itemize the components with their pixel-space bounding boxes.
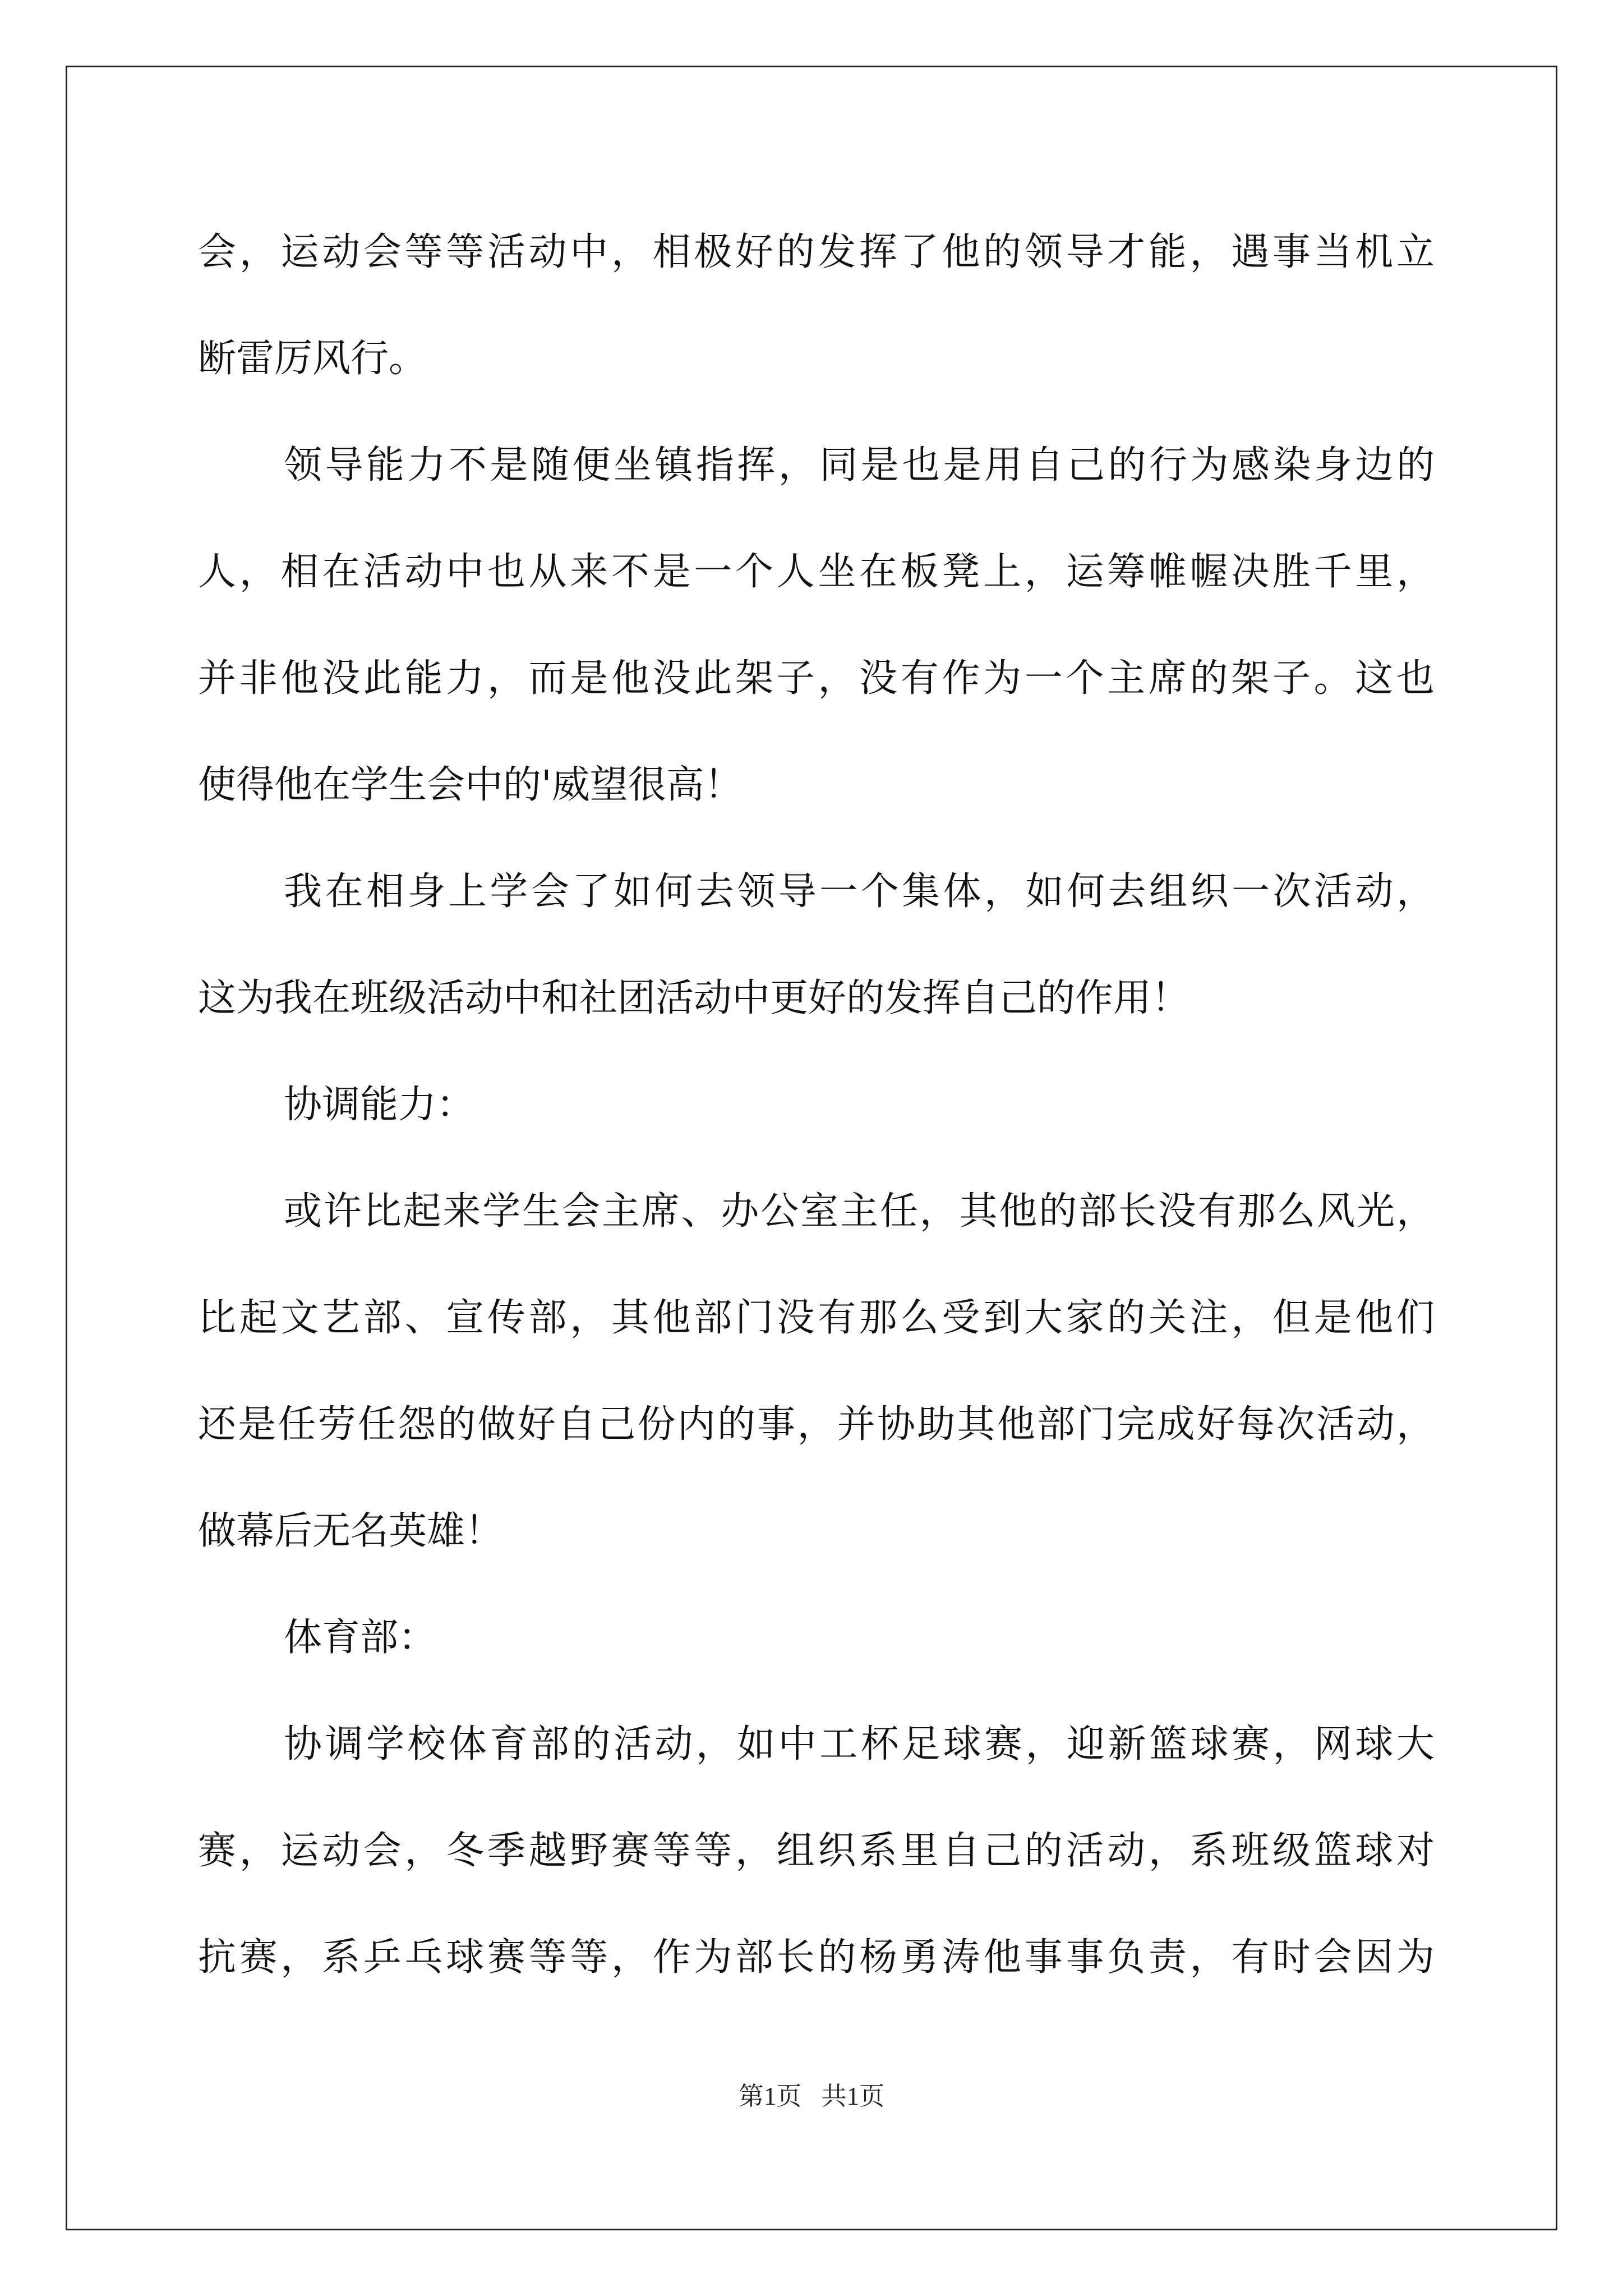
text-line: 比起文艺部、宣传部，其他部门没有那么受到大家的关注，但是他们 <box>198 1296 1435 1340</box>
document-body <box>198 218 1435 2030</box>
text-line: 人，相在活动中也从来不是一个人坐在板凳上，运筹帷幄决胜千里， <box>198 550 1435 594</box>
text-line: 做幕后无名英雄！ <box>198 1509 504 1553</box>
page-number: 第1页 <box>738 2082 802 2110</box>
page-total: 共1页 <box>821 2082 885 2110</box>
section-heading: 体育部： <box>284 1616 437 1660</box>
text-line: 这为我在班级活动中和社团活动中更好的发挥自己的作用！ <box>198 976 1190 1020</box>
paragraph-start-line: 或许比起来学生会主席、办公室主任，其他的部长没有那么风光， <box>284 1189 1435 1234</box>
text-line: 断雷厉风行。 <box>198 337 427 381</box>
paragraph-start-line: 我在相身上学会了如何去领导一个集体，如何去组织一次活动， <box>284 869 1435 914</box>
paragraph-start-line: 领导能力不是随便坐镇指挥，同是也是用自己的行为感染身边的 <box>284 443 1435 487</box>
page-footer <box>0 2076 1623 2112</box>
text-line: 还是任劳任怨的做好自己份内的事，并协助其他部门完成好每次活动， <box>198 1402 1435 1447</box>
text-line: 使得他在学生会中的'威望很高！ <box>198 763 743 807</box>
section-heading: 协调能力： <box>284 1083 475 1127</box>
text-line: 抗赛，系乒乓球赛等等，作为部长的杨勇涛他事事负责，有时会因为 <box>198 1935 1435 1980</box>
text-line: 赛，运动会，冬季越野赛等等，组织系里自己的活动，系班级篮球对 <box>198 1829 1435 1873</box>
paragraph-start-line: 协调学校体育部的活动，如中工杯足球赛，迎新篮球赛，网球大 <box>284 1722 1435 1766</box>
text-line: 并非他没此能力，而是他没此架子，没有作为一个主席的架子。这也 <box>198 656 1435 701</box>
text-line: 会，运动会等等活动中，相极好的发挥了他的领导才能，遇事当机立 <box>198 230 1435 274</box>
